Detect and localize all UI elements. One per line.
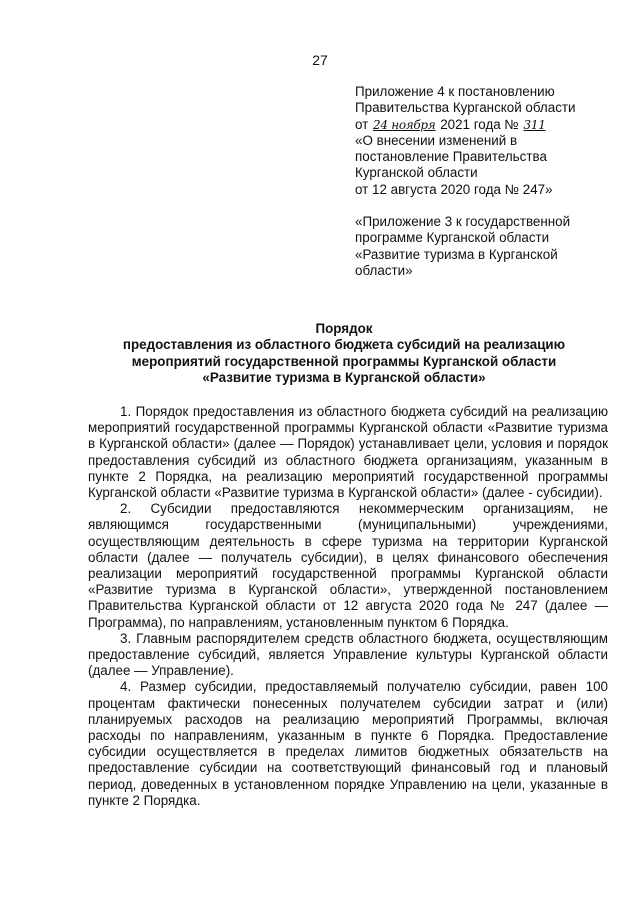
paragraph-1: 1. Порядок предоставления из областного бюджета субсидий на реализацию мероприятий государственной программы Курганской области «Развитие туризма в Курганской области» (далее — Порядок) устанавливает цели, условия и порядок предоставления субсидий из областного бюджета организациям, указанным в пункте 2 Порядка, на реализацию мероприятий государственной программы Курганской области «Развитие туризма в Курганской области» (далее - субсидии). (88, 404, 608, 501)
paragraph-2: 2. Субсидии предоставляются некоммерческим организациям, не являющимся государственными (муниципальными) учреждениями, осуществляющим деятельность в сфере туризма на территории Курганской области (далее — получатель субсидии), в целях финансового обеспечения реализации мероприятий государственной программы Курганской области «Развитие туризма в Курганской области», утвержденной постановлением Правительства Курганской области от 12 августа 2020 года № 247 (далее — Программа), по направлениям, установленным пунктом 6 Порядка. (88, 501, 608, 630)
paragraph-4: 4. Размер субсидии, предоставляемый получателю субсидии, равен 100 процентам фактически понесенных получателем субсидии затрат и (или) планируемых расходов на реализацию мероприятий Программы, включая расходы по направлениям, указанным в пункте 6 Порядка. Предоставление субсидии осуществляется в пределах лимитов бюджетных обязательств на предоставление субсидии на соответствующий финансовый год и плановый период, доведенных в установленном порядке Управлению на цели, указанные в пункте 2 Порядка. (88, 679, 608, 808)
appendix-header (355, 84, 625, 279)
appendix-date-middle: 2021 года № (440, 116, 519, 132)
page-number: 27 (312, 52, 328, 68)
appendix-line: Приложение 4 к постановлению (355, 84, 555, 99)
title-line: предоставления из областного бюджета субсидий на реализацию (122, 337, 566, 353)
appendix-line: от 12 августа 2020 года № 247» (355, 181, 553, 197)
title-line: Порядок (315, 321, 373, 336)
title-line: «Развитие туризма в Курганской области» (202, 369, 486, 385)
document-body (88, 404, 608, 809)
title-line: мероприятий государственной программы Курганской области (131, 353, 557, 369)
appendix-line: «О внесении изменений в (355, 132, 518, 148)
appendix-line: «Развитие туризма в Курганской (355, 246, 558, 262)
appendix-line: постановление Правительства (355, 149, 547, 165)
handwritten-number: 311 (523, 117, 546, 132)
appendix-line: программе Курганской области (355, 230, 550, 246)
document-title (80, 321, 608, 386)
appendix-line: области» (355, 262, 413, 278)
appendix-date-line (355, 117, 625, 133)
appendix-line: «Приложение 3 к государственной (355, 214, 571, 230)
appendix-line: Правительства Курганской области (355, 100, 576, 116)
appendix-line: Курганской области (355, 165, 478, 181)
handwritten-date: 24 ноября (373, 117, 436, 132)
paragraph-3: 3. Главным распорядителем средств областного бюджета, осуществляющим предоставление субсидий, является Управление культуры Курганской области (далее — Управление). (88, 630, 608, 679)
appendix-date-prefix: от (355, 116, 369, 132)
